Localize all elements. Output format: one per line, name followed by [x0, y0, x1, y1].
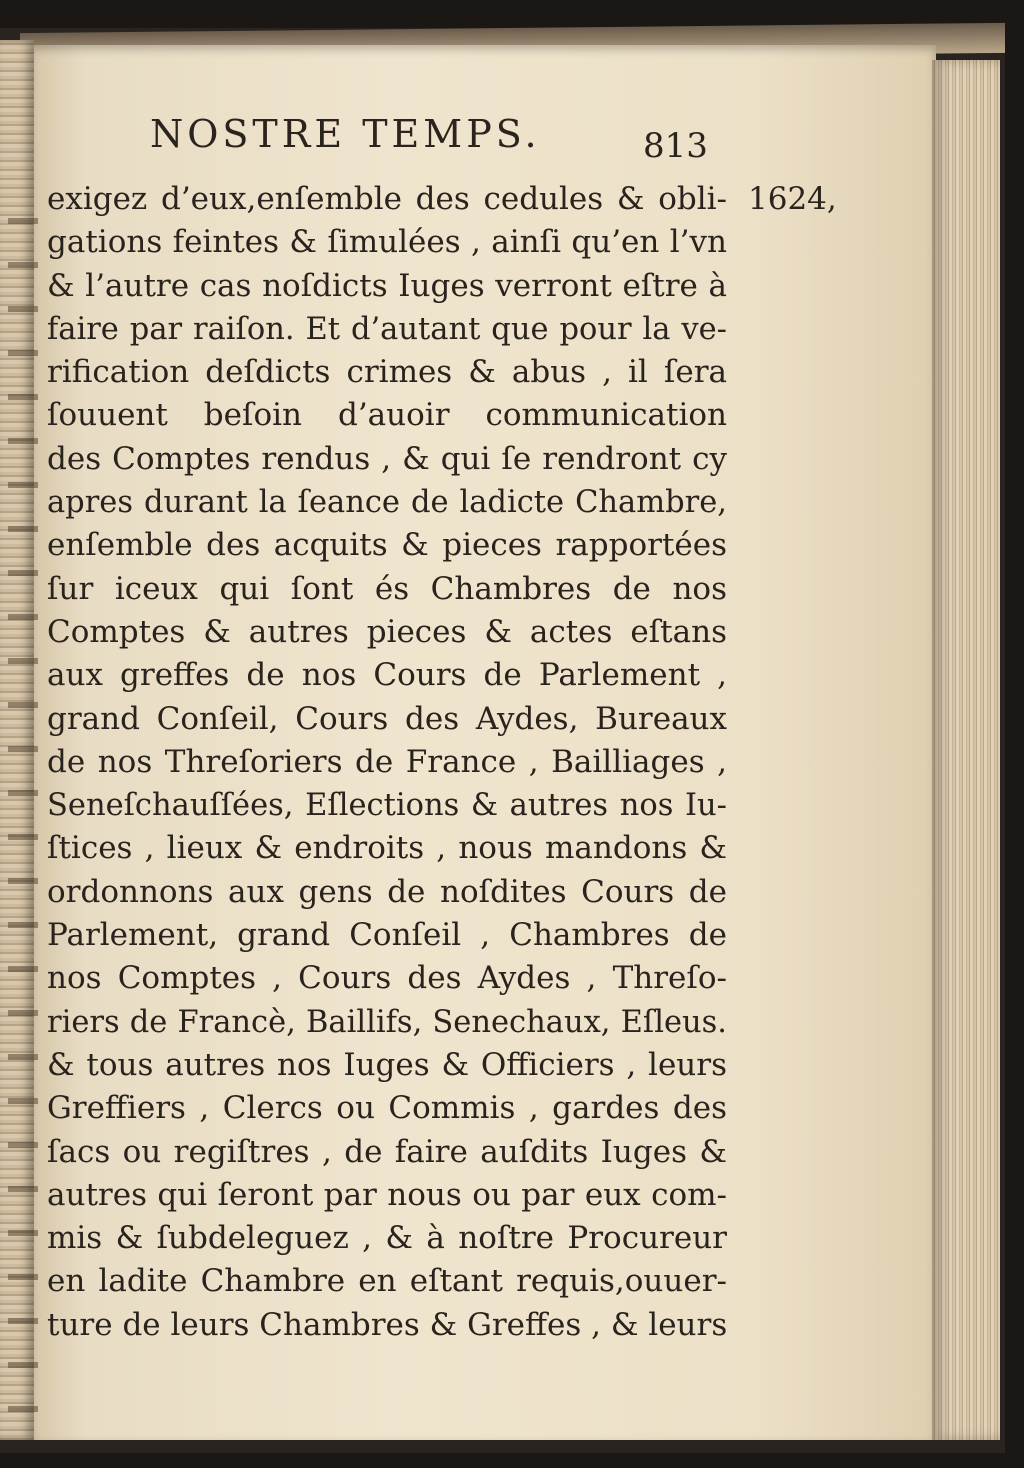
- text-line: ſacs ou regiſtres , de faire auſdits Iuges &: [47, 1133, 727, 1170]
- text-line: & tous autres nos Iuges & Officiers , leurs: [47, 1046, 727, 1083]
- body-text: [47, 178, 727, 1347]
- text-line: Seneſchauſſées, Eſlections & autres nos Iu-: [47, 788, 727, 824]
- text-line: Parlement, grand Conſeil , Chambres de: [47, 917, 727, 954]
- text-line: Greffiers , Clercs ou Commis , gardes des: [47, 1090, 727, 1127]
- text-line: grand Conſeil, Cours des Aydes, Bureaux: [47, 700, 727, 737]
- text-line: Comptes & autres pieces & actes eſtans: [47, 613, 727, 650]
- text-line: faire par raiſon. Et d’autant que pour la ve-: [47, 311, 727, 347]
- text-line: rification deſdicts crimes & abus , il ſera: [47, 354, 727, 391]
- page-header: [150, 112, 750, 166]
- text-line: de nos Threſoriers de France , Bailliages ,: [47, 743, 727, 780]
- text-line: mis & ſubdeleguez , & à noſtre Procureur: [47, 1220, 727, 1257]
- text-line: exigez d’eux,enſemble des cedules & obli-: [47, 181, 727, 217]
- text-line: nos Comptes , Cours des Aydes , Threſo-: [47, 960, 727, 997]
- text-line: ſouuent beſoin d’auoir communication: [47, 397, 727, 434]
- gutter-show-through: [8, 180, 38, 1430]
- running-title: NOSTRE TEMPS.: [150, 112, 541, 156]
- text-line: ſtices , lieux & endroits , nous mandons &: [47, 830, 727, 867]
- text-line: aux greffes de nos Cours de Parlement ,: [47, 657, 727, 694]
- text-line: ſur iceux qui ſont és Chambres de nos: [47, 570, 727, 607]
- text-line: ordonnons aux gens de noſdites Cours de: [47, 873, 727, 910]
- text-line: riers de Francè, Baillifs, Senechaux, Eſleus.: [47, 1004, 727, 1040]
- text-line: des Comptes rendus , & qui ſe rendront cy: [47, 440, 727, 477]
- page-number: 813: [643, 126, 708, 166]
- text-line: & l’autre cas noſdicts Iuges verront eſtre à: [47, 267, 727, 304]
- text-line: en ladite Chambre en eſtant requis,ouuer-: [47, 1263, 727, 1300]
- text-line: enſemble des acquits & pieces rapportées: [47, 527, 727, 564]
- text-line: apres durant la ſeance de ladicte Chambre,: [47, 485, 727, 521]
- text-line: ture de leurs Chambres & Greffes , & leurs: [47, 1306, 728, 1343]
- margin-year-note: 1624,: [748, 181, 837, 217]
- right-page-stack: [932, 60, 1000, 1440]
- text-line: gations feintes & ſimulées , ainſi qu’en l’vn: [47, 224, 727, 261]
- text-line: autres qui ſeront par nous ou par eux com-: [47, 1176, 727, 1213]
